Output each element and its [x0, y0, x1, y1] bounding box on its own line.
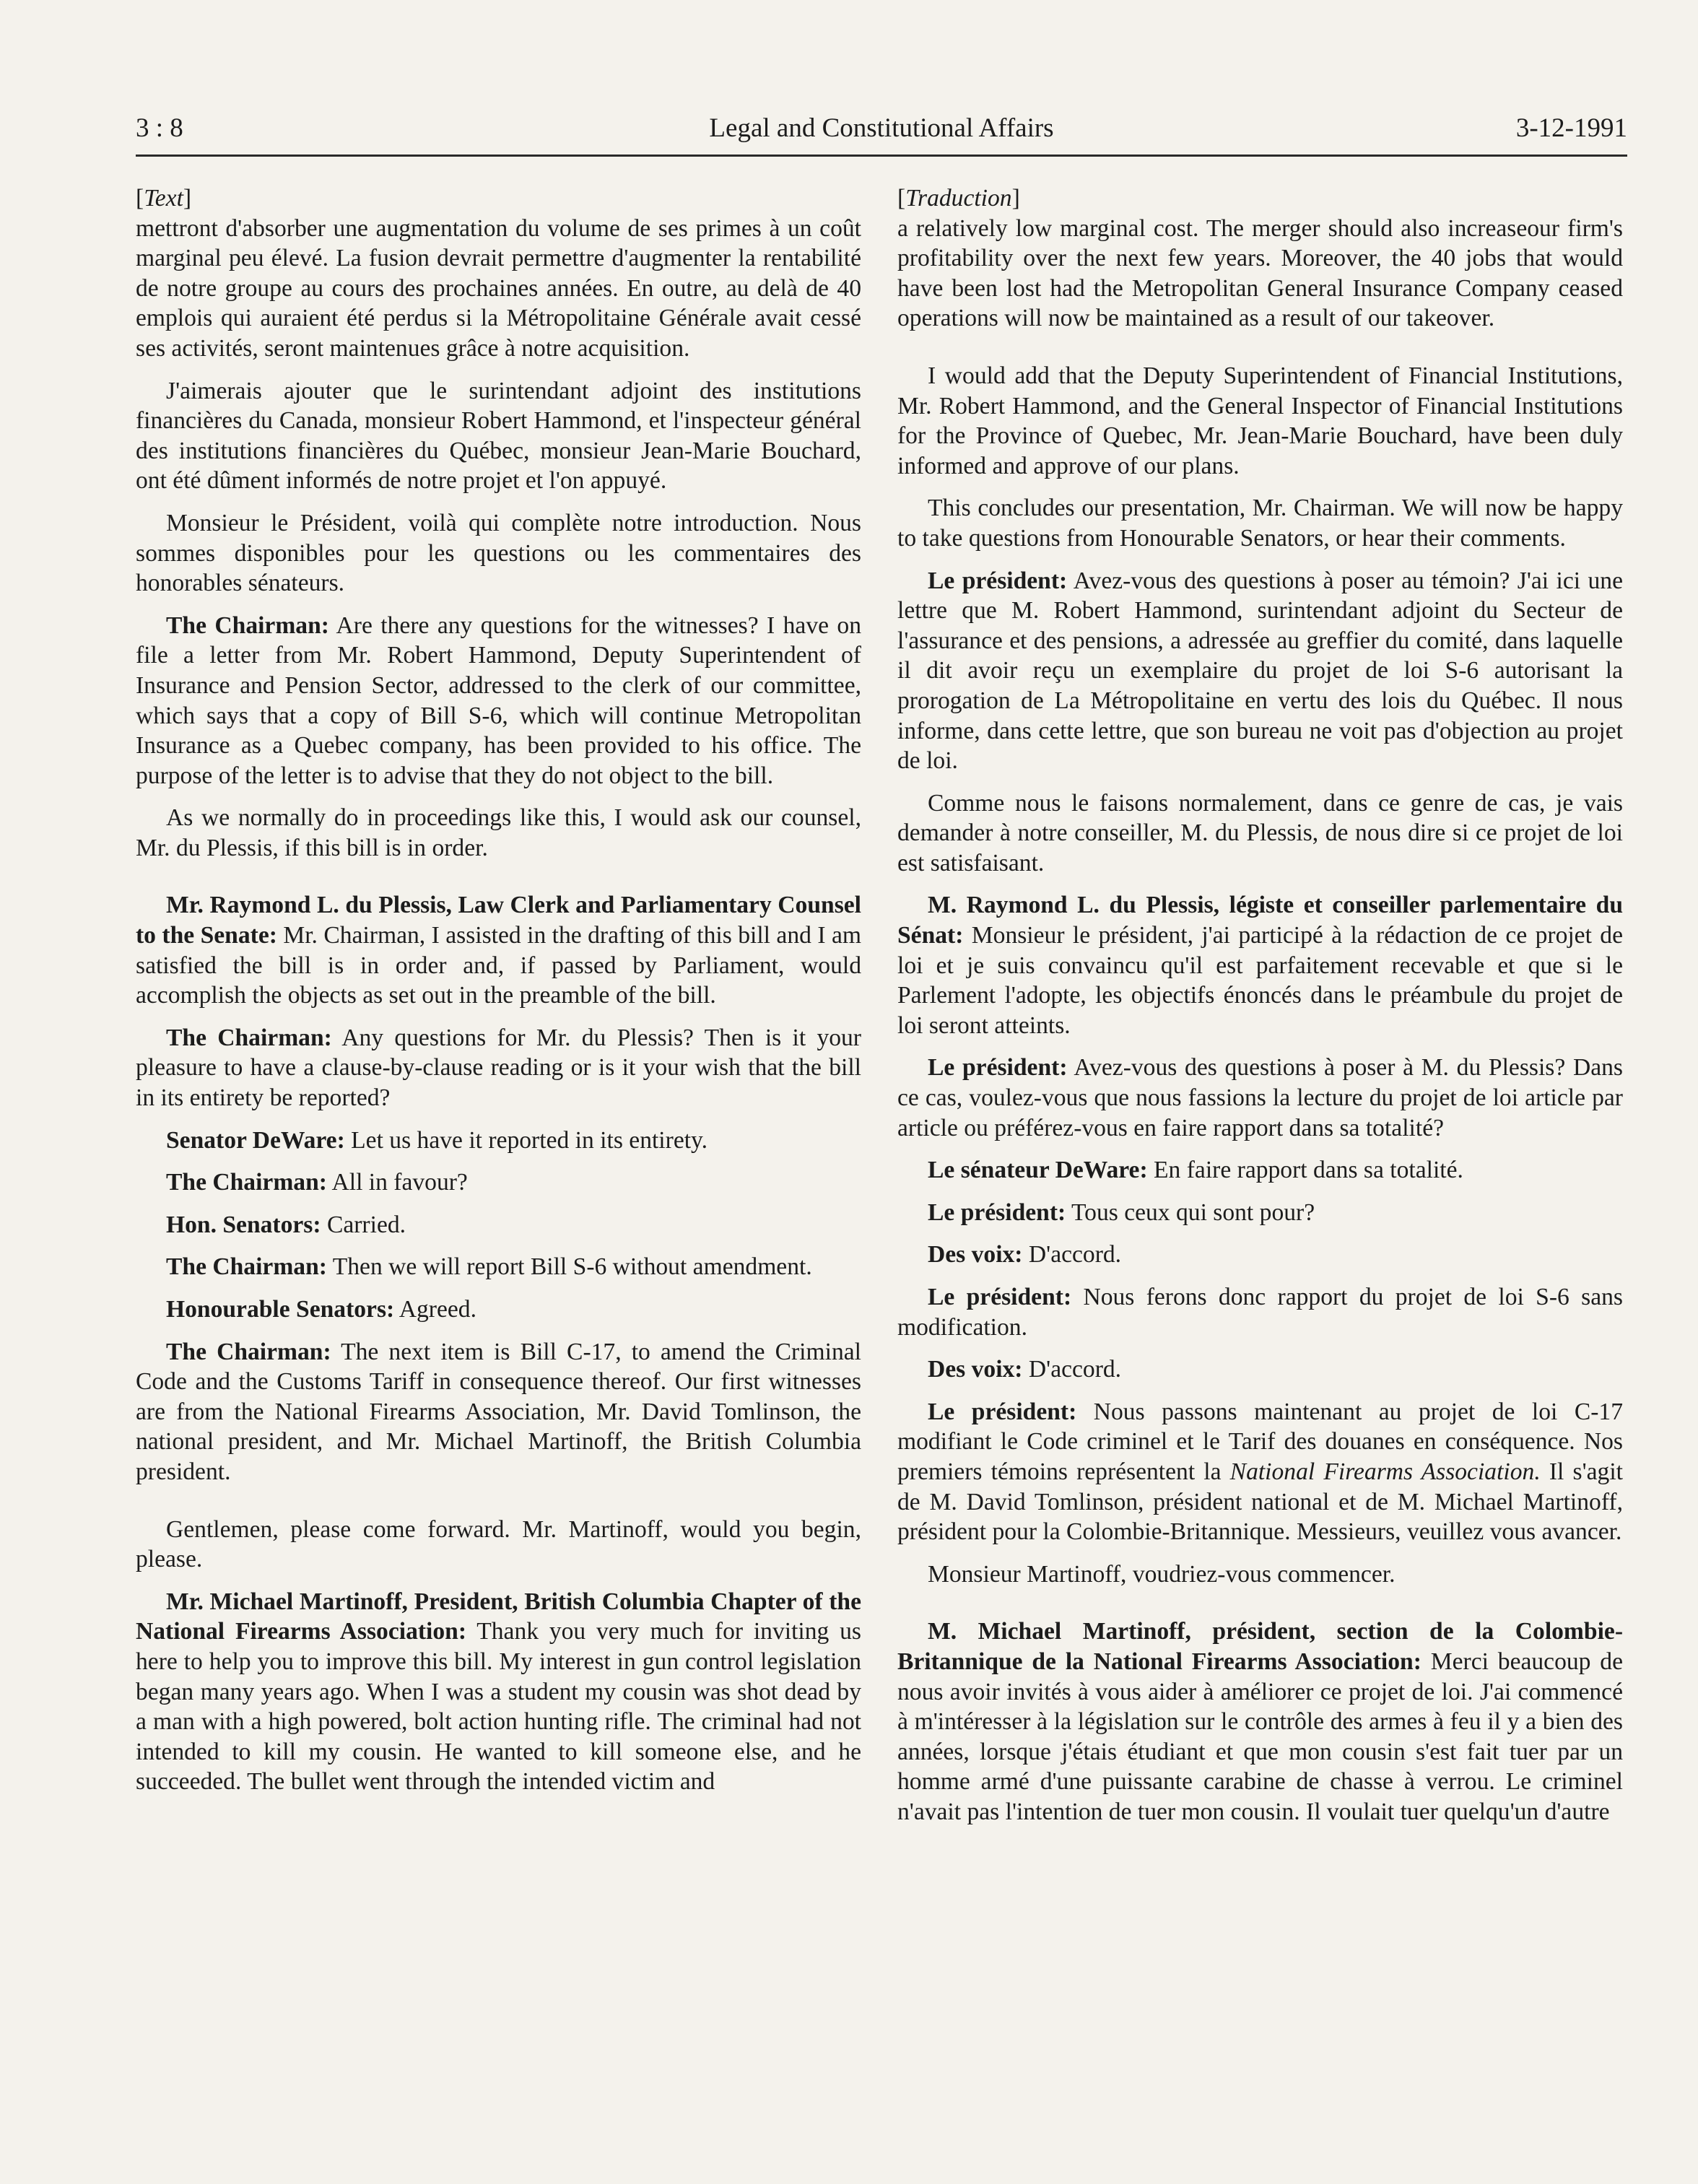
speaker-name: Le président:	[928, 1198, 1066, 1226]
paragraph: Gentlemen, please come forward. Mr. Martinoff, would you begin, please.	[136, 1515, 861, 1573]
paragraph: Comme nous le faisons normalement, dans ce genre de cas, je vais demander à notre conseiller, M. du Plessis, de nous dire si ce projet de loi est satisfaisant.	[897, 789, 1623, 876]
column-marker: [Traduction]	[897, 185, 1020, 212]
speaker-name: Le sénateur DeWare:	[928, 1157, 1148, 1184]
header-rule	[136, 155, 1627, 157]
paragraph: Hon. Senators: Carried.	[166, 1211, 406, 1238]
paragraph: The Chairman: The next item is Bill C-17, to amend the Criminal Code and the Customs Tariff in consequence thereof. Our first witnesses are from the National Firearms Association, Mr. David Tomlinson, the national president, and Mr. Michael Martinoff, the British Columbia president.	[136, 1338, 861, 1485]
right-column	[897, 183, 1623, 1840]
paragraph: Le président: Avez-vous des questions à poser à M. du Plessis? Dans ce cas, voulez-vous que nous fassions la lecture du projet de loi article par article ou préférez-vous en faire rapport dans sa totalité?	[897, 1054, 1623, 1141]
speaker-name: Senator DeWare:	[166, 1126, 345, 1154]
paragraph: a relatively low marginal cost. The merger should also increaseour firm's profitability over the next few years. Moreover, the 40 jobs that would have been lost had the Metropolitan General Insurance Company ceased operations will now be maintained as a result of our takeover.	[897, 214, 1623, 332]
speaker-name: M. Raymond L. du Plessis, légiste et conseiller parlementaire du Sénat:	[897, 892, 1623, 949]
paragraph: Mr. Raymond L. du Plessis, Law Clerk and Parliamentary Counsel to the Senate: Mr. Chairman, I assisted in the drafting of this bill and I am satisfied the bill is in order and, if passed by Parliament, would accomplish the objects as set out in the preamble of the bill.	[136, 892, 861, 1009]
speaker-name: M. Michael Martinoff, président, section de la Colombie-Britannique de la National Firearms Association:	[897, 1618, 1623, 1675]
speaker-name: The Chairman:	[166, 1169, 327, 1196]
speaker-name: Mr. Raymond L. du Plessis, Law Clerk and Parliamentary Counsel to the Senate:	[136, 892, 861, 949]
page-title: Legal and Constitutional Affairs	[709, 113, 1054, 143]
speaker-name: The Chairman:	[166, 1338, 331, 1365]
paragraph: Le président: Nous passons maintenant au projet de loi C-17 modifiant le Code criminel et le Tarif des douanes en conséquence. Nos premiers témoins représentent la National Firearms Association. Il s'agit de M. David Tomlinson, président national et de M. Michael Martinoff, président pour la Colombie-Britannique. Messieurs, veuillez vous avancer.	[897, 1398, 1623, 1546]
paragraph: The Chairman: All in favour?	[166, 1169, 468, 1196]
speaker-name: Hon. Senators:	[166, 1211, 321, 1238]
paragraph: Des voix: D'accord.	[928, 1241, 1122, 1269]
paragraph: mettront d'absorber une augmentation du volume de ses primes à un coût marginal peu élevé. La fusion devrait permettre d'augmenter la rentabilité de notre groupe au cours des prochaines années. En outre, au delà de 40 emplois qui auraient été perdus si la Métropolitaine Générale avait cessé ses activités, seront maintenues grâce à notre acquisition.	[136, 214, 861, 362]
speaker-name: The Chairman:	[166, 1253, 327, 1281]
paragraph: The Chairman: Then we will report Bill S-6 without amendment.	[166, 1253, 812, 1281]
paragraph: Monsieur Martinoff, voudriez-vous commencer.	[928, 1560, 1396, 1588]
speaker-name: Le président:	[928, 1398, 1077, 1425]
paragraph: Monsieur le Président, voilà qui complète notre introduction. Nous sommes disponibles pour les questions ou les commentaires des honorables sénateurs.	[136, 509, 861, 597]
paragraph: Le sénateur DeWare: En faire rapport dans sa totalité.	[928, 1157, 1463, 1184]
speaker-name: Le président:	[928, 1054, 1068, 1082]
speaker-name: The Chairman:	[166, 612, 329, 639]
paragraph: Mr. Michael Martinoff, President, British Columbia Chapter of the National Firearms Association: Thank you very much for inviting us here to help you to improve this bill. My interest in gun control legislation began many years ago. When I was a student my cousin was shot dead by a man with a high powered, bolt action hunting rifle. The criminal had not intended to kill my cousin. He wanted to kill someone else, and he succeeded. The bullet went through the intended victim and	[136, 1588, 861, 1796]
paragraph: Des voix: D'accord.	[928, 1356, 1122, 1383]
paragraph: Le président: Tous ceux qui sont pour?	[928, 1198, 1315, 1226]
paragraph: Le président: Avez-vous des questions à poser au témoin? J'ai ici une lettre que M. Robert Hammond, surintendant adjoint du Secteur de l'assurance et des pensions, a adressée au greffier du comité, dans laquelle il dit avoir reçu un exemplaire du projet de loi S-6 autorisant la prorogation de La Métropolitaine en vertu des lois du Québec. Il nous informe, dans cette lettre, que son bureau ne voit pas d'objection au projet de loi.	[897, 567, 1623, 775]
speaker-name: Des voix:	[928, 1356, 1023, 1383]
paragraph: Le président: Nous ferons donc rapport du projet de loi S-6 sans modification.	[897, 1284, 1623, 1341]
paragraph: M. Raymond L. du Plessis, légiste et conseiller parlementaire du Sénat: Monsieur le président, j'ai participé à la rédaction de ce projet de loi et je suis convaincu qu'il est parfaitement recevable et que si le Parlement l'adopte, les objectifs énoncés dans le préambule du projet de loi seront atteints.	[897, 892, 1623, 1039]
page-number: 3 : 8	[136, 113, 183, 143]
paragraph: Honourable Senators: Agreed.	[166, 1296, 476, 1323]
page-date: 3-12-1991	[1515, 113, 1627, 143]
column-marker: [Text]	[136, 185, 192, 212]
paragraph: I would add that the Deputy Superintendent of Financial Institutions, Mr. Robert Hammond, and the General Inspector of Financial Institutions for the Province of Quebec, Mr. Jean-Marie Bouchard, have been duly informed and approve of our plans.	[897, 362, 1623, 479]
paragraph: J'aimerais ajouter que le surintendant adjoint des institutions financières du Canada, monsieur Robert Hammond, et l'inspecteur général des institutions financières du Québec, monsieur Jean-Marie Bouchard, ont été dûment informés de notre projet et l'on appuyé.	[136, 377, 861, 495]
speaker-name: Le président:	[928, 1284, 1072, 1310]
paragraph: This concludes our presentation, Mr. Chairman. We will now be happy to take questions from Honourable Senators, or hear their comments.	[897, 495, 1623, 552]
left-column	[136, 183, 861, 1809]
paragraph: M. Michael Martinoff, président, section de la Colombie-Britannique de la National Firearms Association: Merci beaucoup de nous avoir invités à vous aider à améliorer ce projet de loi. J'ai commencé à m'intéresser à la législation sur le contrôle des armes à feu il y a bien des années, lorsque j'étais étudiant et que mon cousin s'est fait tuer par un homme armé d'une puissante carabine de chasse à verrou. Le criminel n'avait pas l'intention de tuer mon cousin. Il voulait tuer quelqu'un d'autre	[897, 1618, 1623, 1825]
speaker-name: Des voix:	[928, 1241, 1023, 1269]
organization-name: National Firearms Association.	[1229, 1458, 1541, 1485]
paragraph: The Chairman: Any questions for Mr. du Plessis? Then is it your pleasure to have a clause-by-clause reading or is it your wish that the bill in its entirety be reported?	[136, 1024, 861, 1112]
speaker-name: The Chairman:	[166, 1024, 332, 1051]
paragraph: The Chairman: Are there any questions for the witnesses? I have on file a letter from Mr. Robert Hammond, Deputy Superintendent of Insurance and Pension Sector, addressed to the clerk of our committee, which says that a copy of Bill S-6, which will continue Metropolitan Insurance as a Quebec company, has been provided to his office. The purpose of the letter is to advise that they do not object to the bill.	[136, 612, 862, 789]
paragraph: Senator DeWare: Let us have it reported in its entirety.	[166, 1126, 708, 1154]
page-header	[136, 108, 1627, 149]
speaker-name: Mr. Michael Martinoff, President, British Columbia Chapter of the National Firearms Association:	[136, 1588, 861, 1645]
paragraph: As we normally do in proceedings like this, I would ask our counsel, Mr. du Plessis, if this bill is in order.	[136, 804, 861, 861]
speaker-name: Honourable Senators:	[166, 1296, 395, 1323]
speaker-name: Le président:	[928, 567, 1068, 594]
